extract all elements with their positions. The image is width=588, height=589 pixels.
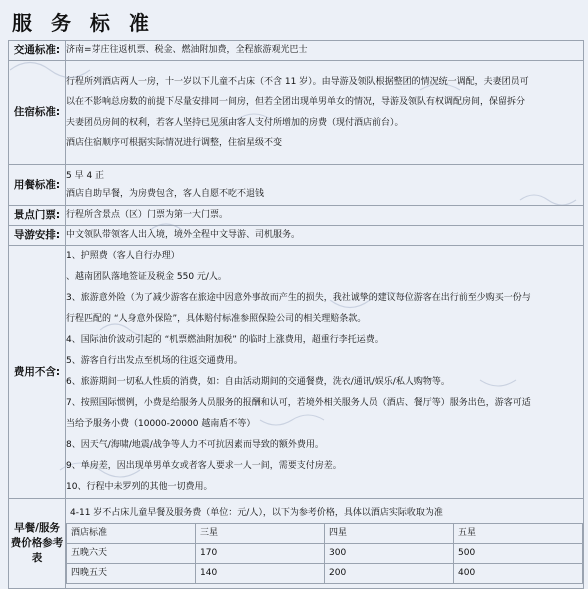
content-line: 酒店自助早餐，为房费包含，客人自愿不吃不退钱 xyxy=(66,189,265,199)
row-label: 交通标准: xyxy=(9,41,66,61)
title-bar xyxy=(0,0,588,40)
row-exclusions xyxy=(9,246,584,499)
price-header-cell: 五星 xyxy=(454,523,583,543)
price-cell: 170 xyxy=(196,543,325,563)
service-standards-table xyxy=(8,40,584,589)
row-label: 导游安排: xyxy=(9,226,66,246)
content-line: 、越南团队落地签证及税金 550 元/人。 xyxy=(66,272,227,282)
content-line: 5、游客自行出发点至机场的往返交通费用。 xyxy=(66,356,243,366)
row-label: 住宿标准: xyxy=(9,61,66,165)
price-table xyxy=(66,523,583,584)
price-cell: 140 xyxy=(196,563,325,583)
price-header-cell: 酒店标准 xyxy=(67,523,196,543)
price-header-row xyxy=(67,523,583,543)
row-content xyxy=(66,41,584,61)
content-line: 9、单房差，因出现单男单女或者客人要求一人一间，需要支付房差。 xyxy=(66,461,342,471)
content-line: 5 早 4 正 xyxy=(66,171,105,181)
price-header-cell: 三星 xyxy=(196,523,325,543)
page-title: 服 务 标 准 xyxy=(12,11,155,35)
row-content xyxy=(66,206,584,226)
content-line: 当给予服务小费（10000-20000 越南盾不等） xyxy=(66,419,256,429)
content-line: 中文领队带领客人出入境，境外全程中文导游、司机服务。 xyxy=(66,230,301,240)
content-line: 行程匹配的 “人身意外保险”，具体赔付标准参照保险公司的相关理赔条款。 xyxy=(66,314,367,324)
price-cell: 400 xyxy=(454,563,583,583)
row-transport xyxy=(9,41,584,61)
content-line: 行程所含景点（区）门票为第一大门票。 xyxy=(66,210,229,220)
content-line: 酒店住宿顺序可根据实际情况进行调整，住宿星级不变 xyxy=(66,138,283,148)
row-hotel xyxy=(9,61,584,165)
row-content xyxy=(66,165,584,206)
content-line: 6、旅游期间一切私人性质的消费，如：自由活动期间的交通餐费，洗衣/通讯/娱乐/私人购物等。 xyxy=(66,377,450,387)
price-cell: 五晚六天 xyxy=(67,543,196,563)
row-content xyxy=(66,226,584,246)
row-tickets xyxy=(9,206,584,226)
price-cell: 500 xyxy=(454,543,583,563)
content-line: 7、按照国际惯例，小费是给服务人员服务的报酬和认可，若境外相关服务人员（酒店、餐厅等）服务出色，游客可适 xyxy=(66,398,531,408)
row-meals xyxy=(9,165,584,206)
content-line: 1、护照费（客人自行办理） xyxy=(66,251,180,261)
content-line: 4、国际油价波动引起的 “机票燃油附加税” 的临时上涨费用，超重行李托运费。 xyxy=(66,335,384,345)
price-header-cell: 四星 xyxy=(325,523,454,543)
content-line: 夫妻团员房间的权利，若客人坚持已见须由客人支付所增加的房费（现付酒店前台）。 xyxy=(66,117,404,128)
row-label: 景点门票: xyxy=(9,206,66,226)
price-note: 4-11 岁不占床儿童早餐及服务费（单位：元/人），以下为参考价格，具体以酒店实际收取为准 xyxy=(70,507,443,518)
content-line: 3、旅游意外险（为了减少游客在旅途中因意外事故而产生的损失，我社诚挚的建议每位游客在出行前至少购买一份与 xyxy=(66,293,531,303)
content-line: 10、行程中未罗列的其他一切费用。 xyxy=(66,482,213,492)
price-row xyxy=(67,563,583,583)
price-cell: 四晚五天 xyxy=(67,563,196,583)
price-cell: 300 xyxy=(325,543,454,563)
row-content xyxy=(66,246,584,499)
content-line: 济南=芽庄往返机票、税金、燃油附加费，全程旅游观光巴士 xyxy=(66,45,308,55)
row-content xyxy=(66,61,584,165)
price-cell: 200 xyxy=(325,563,454,583)
content-line: 行程所列酒店两人一房，十一岁以下儿童不占床（不含 11 岁）。由导游及领队根据整团的情况统一调配，夫妻团员可 xyxy=(66,76,529,87)
price-row xyxy=(67,543,583,563)
row-guide xyxy=(9,226,584,246)
content-line: 8、因天气/海啸/地震/战争等人力不可抗因素而导致的额外费用。 xyxy=(66,440,324,450)
row-label: 早餐/服务费价格参考表 xyxy=(9,499,66,589)
row-label: 费用不含: xyxy=(9,246,66,499)
content-line: 以在不影响总房数的前提下尽量安排同一间房，但若全团出现单男单女的情况，导游及领队有权调配房间，保留拆分 xyxy=(66,97,526,107)
row-label: 用餐标准: xyxy=(9,165,66,206)
